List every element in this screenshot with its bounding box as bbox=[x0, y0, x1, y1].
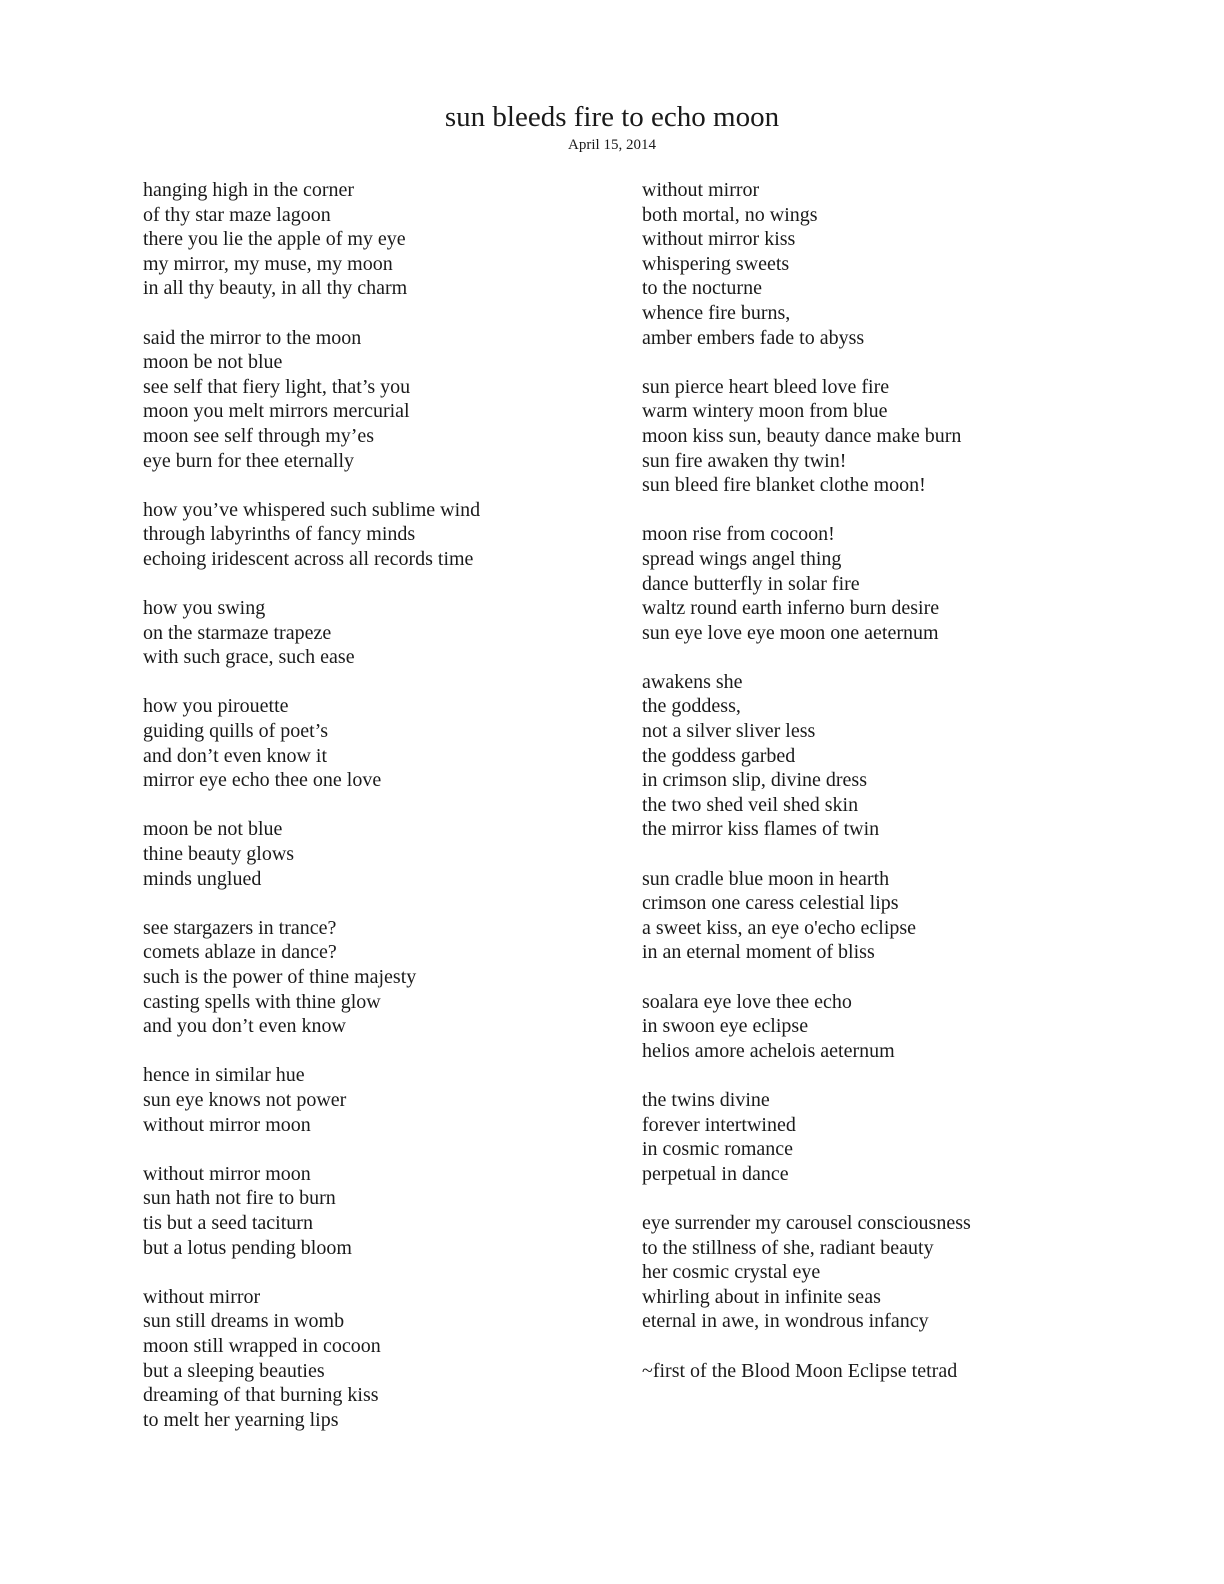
poem-line: minds unglued bbox=[143, 867, 262, 890]
poem-line: casting spells with thine glow bbox=[143, 990, 381, 1013]
poem-line: moon kiss sun, beauty dance make burn bbox=[642, 424, 962, 447]
stanza bbox=[143, 916, 613, 1039]
poem-line: dreaming of that burning kiss bbox=[143, 1384, 379, 1407]
poem-date: April 15, 2014 bbox=[568, 137, 656, 153]
stanza bbox=[143, 498, 613, 572]
poem-line: eye surrender my carousel consciousness bbox=[642, 1211, 971, 1234]
poem-line: without mirror moon bbox=[143, 1113, 311, 1136]
stanza bbox=[642, 178, 1182, 350]
stanza bbox=[143, 178, 613, 301]
stanza bbox=[642, 1211, 1182, 1334]
poem-line: sun fire awaken thy twin! bbox=[642, 449, 847, 472]
poem-line: sun eye love eye moon one aeternum bbox=[642, 621, 939, 644]
poem-line: there you lie the apple of my eye bbox=[143, 228, 406, 251]
poem-line: to the nocturne bbox=[642, 277, 762, 300]
poem-line: without mirror moon bbox=[143, 1162, 311, 1185]
poem-line: sun bleed fire blanket clothe moon! bbox=[642, 474, 926, 497]
poem-line: the mirror kiss flames of twin bbox=[642, 818, 880, 841]
poem-line: perpetual in dance bbox=[642, 1162, 789, 1185]
stanza bbox=[642, 990, 1182, 1064]
poem-title: sun bleeds fire to echo moon bbox=[444, 101, 780, 133]
poem-line: amber embers fade to abyss bbox=[642, 326, 865, 349]
poem-line: the goddess, bbox=[642, 695, 741, 718]
poem-line: the twins divine bbox=[642, 1088, 770, 1111]
poem-line: in swoon eye eclipse bbox=[642, 1015, 809, 1038]
poem-line: but a sleeping beauties bbox=[143, 1359, 325, 1382]
poem-line: helios amore achelois aeternum bbox=[642, 1039, 895, 1062]
stanza bbox=[642, 1359, 1182, 1384]
poem-line: mirror eye echo thee one love bbox=[143, 769, 382, 792]
poem-line: not a silver sliver less bbox=[642, 720, 816, 743]
poem-line: warm wintery moon from blue bbox=[642, 400, 888, 423]
poem-line: and don’t even know it bbox=[143, 744, 328, 767]
poem-line: ~first of the Blood Moon Eclipse tetrad bbox=[642, 1359, 958, 1382]
poem-line: soalara eye love thee echo bbox=[642, 990, 852, 1013]
poem-line: without mirror kiss bbox=[642, 228, 796, 251]
poem-line: in cosmic romance bbox=[642, 1138, 794, 1161]
poem-line: crimson one caress celestial lips bbox=[642, 892, 899, 915]
poem-line: see self that fiery light, that’s you bbox=[143, 375, 411, 398]
poem-line: of thy star maze lagoon bbox=[143, 203, 331, 226]
stanza bbox=[143, 817, 613, 891]
stanza bbox=[143, 1162, 613, 1260]
poem-line: in an eternal moment of bliss bbox=[642, 941, 875, 964]
poem-line: forever intertwined bbox=[642, 1113, 796, 1136]
poem-line: with such grace, such ease bbox=[143, 646, 355, 669]
poem-line: whispering sweets bbox=[642, 252, 790, 275]
poem-line: such is the power of thine majesty bbox=[143, 966, 417, 988]
poem-line: awakens she bbox=[642, 670, 743, 693]
poem-line: hence in similar hue bbox=[143, 1064, 305, 1087]
poem-line: in all thy beauty, in all thy charm bbox=[143, 277, 408, 300]
poem-line: my mirror, my muse, my moon bbox=[143, 252, 393, 275]
poem-line: moon you melt mirrors mercurial bbox=[143, 400, 410, 423]
poem-line: moon be not blue bbox=[143, 351, 283, 374]
poem-line: her cosmic crystal eye bbox=[642, 1261, 821, 1284]
poem-line: and you don’t even know bbox=[143, 1015, 346, 1038]
poem-line: eye burn for thee eternally bbox=[143, 449, 355, 472]
poem-line: to melt her yearning lips bbox=[143, 1408, 339, 1431]
poem-line: in crimson slip, divine dress bbox=[642, 769, 867, 792]
poem-line: moon be not blue bbox=[143, 818, 283, 841]
stanza bbox=[642, 670, 1182, 842]
poem-line: whirling about in infinite seas bbox=[642, 1285, 881, 1308]
poem-line: but a lotus pending bloom bbox=[143, 1236, 352, 1259]
poem-line: the two shed veil shed skin bbox=[642, 793, 859, 816]
poem-line: dance butterfly in solar fire bbox=[642, 572, 860, 595]
poem-line: sun cradle blue moon in hearth bbox=[642, 867, 890, 890]
stanza bbox=[642, 522, 1182, 645]
poem-line: sun still dreams in womb bbox=[143, 1310, 345, 1333]
poem-line: spread wings angel thing bbox=[642, 547, 842, 570]
poem-line: how you’ve whispered such sublime wind bbox=[143, 498, 481, 521]
poem-line: thine beauty glows bbox=[143, 843, 295, 866]
stanza bbox=[642, 375, 1182, 498]
stanza bbox=[143, 1285, 613, 1433]
poem-line: the goddess garbed bbox=[642, 744, 796, 767]
poem-line: on the starmaze trapeze bbox=[143, 621, 332, 644]
poem-line: without mirror bbox=[642, 179, 760, 201]
stanza bbox=[143, 694, 613, 792]
poem-line: comets ablaze in dance? bbox=[143, 941, 337, 964]
poem-line: guiding quills of poet’s bbox=[143, 720, 328, 743]
poem-line: see stargazers in trance? bbox=[143, 916, 337, 939]
poem-line: moon still wrapped in cocoon bbox=[143, 1334, 381, 1357]
stanza bbox=[143, 596, 613, 670]
poem-line: tis but a seed taciturn bbox=[143, 1211, 313, 1234]
poem-line: a sweet kiss, an eye o'echo eclipse bbox=[642, 916, 917, 939]
stanza bbox=[143, 1063, 613, 1137]
poem-line: moon rise from cocoon! bbox=[642, 523, 835, 546]
stanza bbox=[642, 1088, 1182, 1186]
poem-column-right bbox=[642, 178, 1182, 1408]
poem-line: through labyrinths of fancy minds bbox=[143, 523, 416, 546]
poem-line: hanging high in the corner bbox=[143, 179, 355, 201]
poem-line: eternal in awe, in wondrous infancy bbox=[642, 1310, 929, 1333]
poem-line: to the stillness of she, radiant beauty bbox=[642, 1236, 934, 1259]
poem-line: sun eye knows not power bbox=[143, 1088, 347, 1111]
poem-line: said the mirror to the moon bbox=[143, 326, 362, 349]
poem-line: moon see self through my’es bbox=[143, 424, 375, 447]
poem-line: how you swing bbox=[143, 597, 266, 620]
poem-line: how you pirouette bbox=[143, 695, 289, 718]
stanza bbox=[642, 867, 1182, 965]
poem-line: without mirror bbox=[143, 1285, 261, 1308]
poem-line: sun pierce heart bleed love fire bbox=[642, 375, 890, 398]
poem-column-left bbox=[143, 178, 613, 1457]
poem-line: whence fire burns, bbox=[642, 301, 791, 324]
poem-line: waltz round earth inferno burn desire bbox=[642, 597, 940, 620]
poem-line: both mortal, no wings bbox=[642, 203, 818, 226]
poem-line: echoing iridescent across all records time bbox=[143, 547, 474, 570]
stanza bbox=[143, 326, 613, 474]
poem-line: sun hath not fire to burn bbox=[143, 1187, 336, 1210]
